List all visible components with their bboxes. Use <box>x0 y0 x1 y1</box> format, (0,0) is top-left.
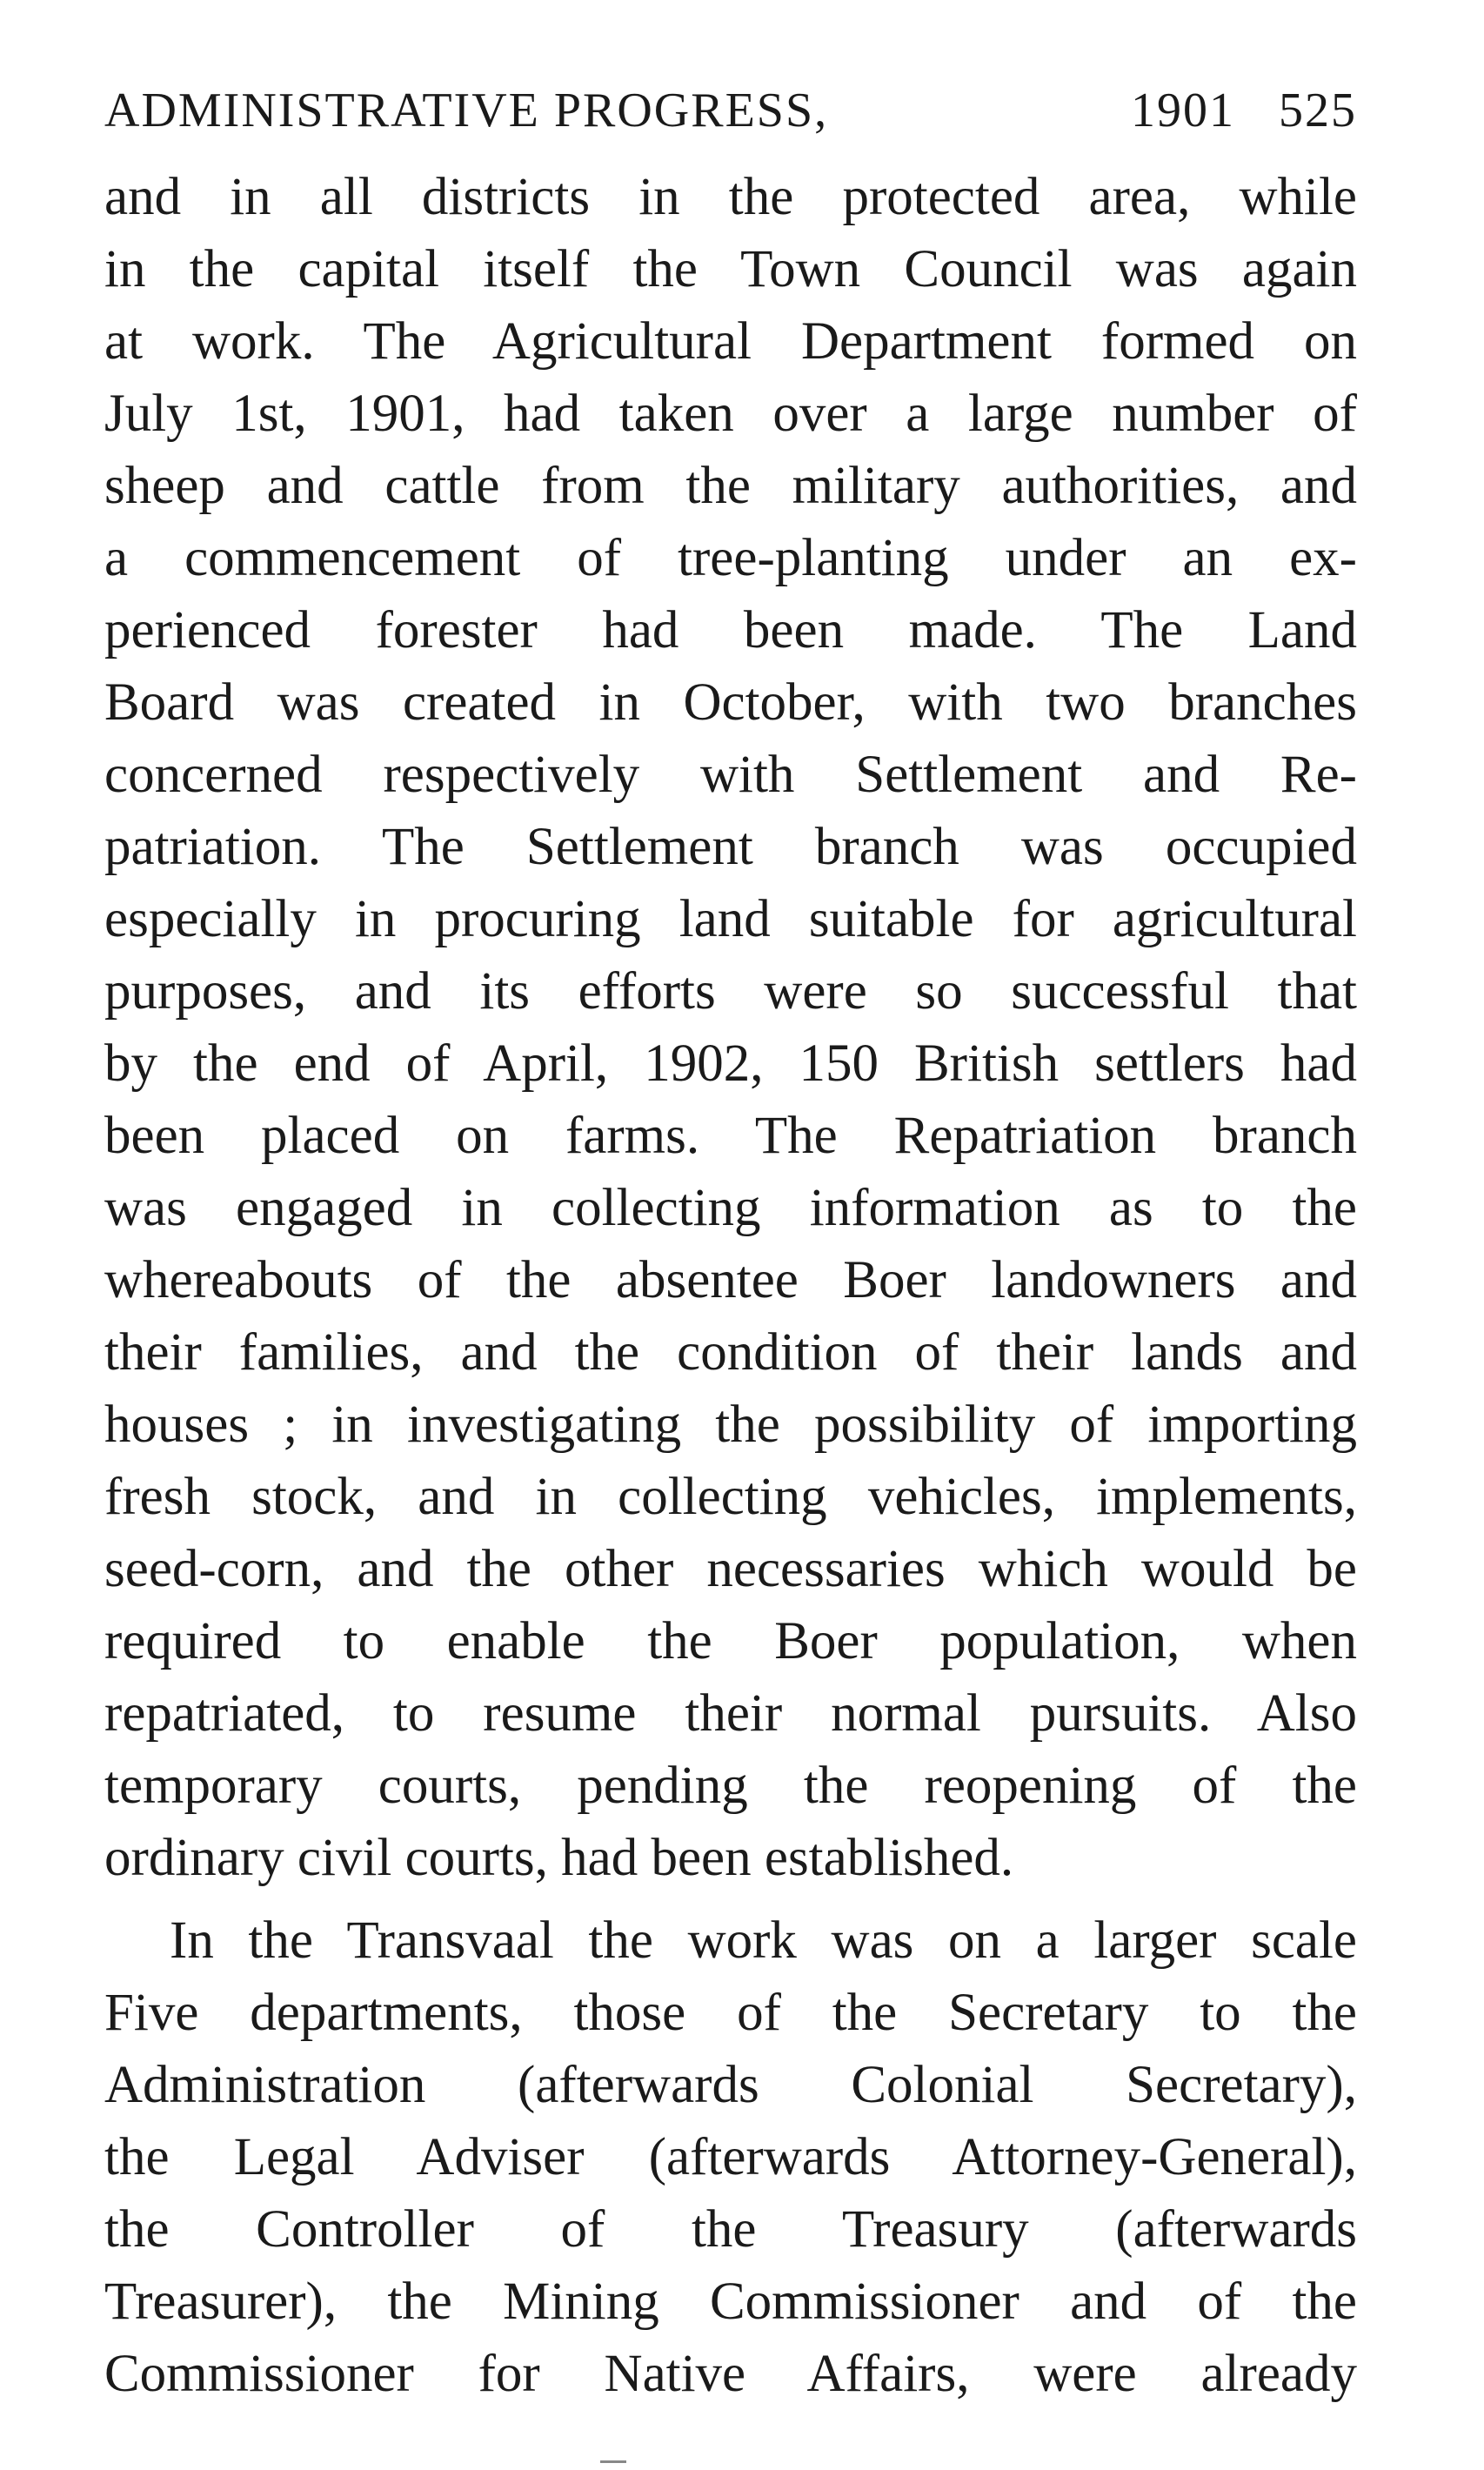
text-line: Administration (afterwards Colonial Secretary), <box>104 2056 1357 2114</box>
text-line: required to enable the Boer population, when <box>104 1612 1357 1670</box>
text-line: was engaged in collecting information as to the <box>104 1179 1357 1237</box>
text-line: Board was created in October, with two branches <box>104 673 1357 732</box>
text-line: Treasurer), the Mining Commissioner and of the <box>104 2273 1357 2331</box>
body-text <box>104 161 1357 2410</box>
text-line: purposes, and its efforts were so successful that <box>104 962 1357 1021</box>
page-number: 525 <box>1279 84 1357 137</box>
text-line: In the Transvaal the work was on a larger scale <box>170 1911 1357 1970</box>
text-line: a commencement of tree-planting under an ex- <box>104 529 1357 587</box>
text-line: sheep and cattle from the military authorities, and <box>104 457 1357 515</box>
text-line: been placed on farms. The Repatriation branch <box>104 1107 1357 1165</box>
paragraph-2 <box>104 1904 1357 2410</box>
text-line: Commissioner for Native Affairs, were already <box>104 2345 1357 2403</box>
text-line: their families, and the condition of their lands and <box>104 1323 1357 1382</box>
text-line: ordinary civil courts, had been established. <box>104 1829 1014 1887</box>
text-line: the Controller of the Treasury (afterwards <box>104 2200 1357 2259</box>
running-head-year: 1901 <box>1131 84 1235 137</box>
text-line: the Legal Adviser (afterwards Attorney-General), <box>104 2128 1357 2186</box>
text-line: temporary courts, pending the reopening of the <box>104 1757 1357 1815</box>
text-line: patriation. The Settlement branch was occupied <box>104 818 1357 876</box>
text-line: perienced forester had been made. The Land <box>104 601 1357 659</box>
text-line: and in all districts in the protected area, while <box>104 168 1357 226</box>
text-line: houses ; in investigating the possibility of importing <box>104 1396 1357 1454</box>
text-line: in the capital itself the Town Council was again <box>104 240 1357 298</box>
text-line: repatriated, to resume their normal pursuits. Also <box>104 1684 1357 1743</box>
book-page <box>104 83 1357 2410</box>
text-line: whereabouts of the absentee Boer landowners and <box>104 1251 1357 1309</box>
running-head <box>104 83 1357 161</box>
text-line: seed-corn, and the other necessaries which would be <box>104 1540 1357 1598</box>
text-line: concerned respectively with Settlement and Re- <box>104 746 1357 804</box>
page-blemish <box>600 2460 626 2463</box>
running-head-right <box>1131 83 1357 138</box>
text-line: by the end of April, 1902, 150 British settlers had <box>104 1034 1357 1093</box>
text-line: fresh stock, and in collecting vehicles, implements, <box>104 1468 1357 1526</box>
text-line: July 1st, 1901, had taken over a large number of <box>104 385 1357 443</box>
paragraph-gap <box>104 1894 1357 1904</box>
running-head-title: ADMINISTRATIVE PROGRESS, <box>104 84 829 137</box>
paragraph-1 <box>104 161 1357 1894</box>
text-line: at work. The Agricultural Department formed on <box>104 312 1357 371</box>
text-line: Five departments, those of the Secretary to the <box>104 1984 1357 2042</box>
text-line: especially in procuring land suitable for agricultural <box>104 890 1357 948</box>
